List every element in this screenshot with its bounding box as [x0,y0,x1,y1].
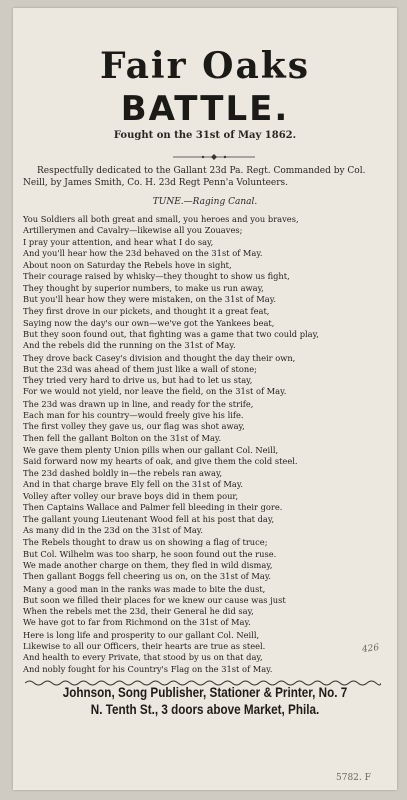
verse-line: And in that charge brave Ely fell on the 31st of May. [23,478,244,489]
stanza [23,260,391,305]
verse-line: And health to every Private, that stood by us on that day, [23,652,263,663]
verse-line: But the 23d was ahead of them just like a wall of stone; [23,363,257,374]
publisher-imprint [40,684,370,718]
stanza [23,537,391,582]
stanza [23,491,391,536]
verse-line: I pray your attention, and hear what I do say, [23,236,214,247]
verse-line: They drove back Casey's division and thought the day their own, [23,352,296,363]
imprint-line-1: Johnson, Song Publisher, Stationer & Printer, No. 7 [62,685,348,700]
verse-line: Then gallant Boggs fell cheering us on, on the 31st of May. [23,571,272,582]
verse-line: And you'll hear how the 23d behaved on the 31st of May. [23,247,263,258]
stanza [23,584,391,629]
verse-line: For we would not yield, nor leave the field, on the 31st of May. [23,386,287,397]
verse-line: Artillerymen and Cavalry—likewise all you Zouaves; [23,225,243,236]
stanza [23,353,391,398]
title-line-1: Fair Oaks [100,45,310,87]
verse-line: Saying now the day's our own—we've got the Yankees beat, [23,317,275,328]
subtitle: Fought on the 31st of May 1862. [113,130,297,141]
verse-line: When the rebels met the 23d, their General he did say, [23,606,254,617]
verse-line: Volley after volley our brave boys did in them pour, [23,491,239,502]
verse-line: Then Captains Wallace and Palmer fell bleeding in their gore. [23,502,283,513]
dedication: Respectfully dedicated to the Gallant 23d Pa. Regt. Commanded by Col. Neill, by James Smith, Co. H. 23d Regt Penn'a Volunteers. [23,166,366,188]
verse-line: But they soon found out, that fighting was a game that two could play, [23,328,319,339]
stanza [23,630,391,675]
verse-line: As many did in the 23d on the 31st of May. [23,525,204,536]
verse-line: Then fell the gallant Bolton on the 31st of May. [23,432,222,443]
wavy-rule [25,672,381,680]
verse-line: They first drove in our pickets, and thought it a great feat, [23,306,270,317]
verse-line: The 23d dashed boldly in—the rebels ran away, [23,467,223,478]
verse-line: Likewise to all our Officers, their hearts are true as steel. [23,640,266,651]
verses [23,214,391,676]
verse-line: Here is long life and prosperity to our gallant Col. Neill, [23,629,260,640]
title-line-2: BATTLE. [120,89,290,129]
verse-line: We gave them plenty Union pills when our gallant Col. Neill, [23,444,279,455]
catalog-mark: 5782. F [336,773,371,783]
verse-line: You Soldiers all both great and small, you heroes and you braves, [23,214,299,224]
verse-line: About noon on Saturday the Rebels hove in sight, [23,260,232,271]
stanza [23,399,391,444]
verse-line: But you'll hear how they were mistaken, on the 31st of May. [23,294,276,305]
verse-line: They thought by superior numbers, to make us run away, [23,282,264,293]
ornamental-rule [173,154,255,160]
verse-line: But Col. Wilhelm was too sharp, he soon found out the ruse. [23,548,277,559]
verse-line: The gallant young Lieutenant Wood fell at his post that day, [23,513,275,524]
broadside-sheet [13,8,397,790]
verse-line: We have got to far from Richmond on the 31st of May. [23,617,251,628]
stanza [23,306,391,351]
stanza [23,214,391,259]
verse-line: We made another charge on them, they fled in wild dismay, [23,559,273,570]
imprint-line-2: N. Tenth St., 3 doors above Market, Phila. [90,702,320,717]
verse-line: And nobly fought for his Country's Flag on the 31st of May. [23,663,273,674]
verse-line: Each man for his country—would freely give his life. [23,410,244,421]
verse-line: And the rebels did the running on the 31st of May. [23,340,236,351]
tune: TUNE.—Raging Canal. [152,197,258,207]
pencil-note: 426 [361,642,380,656]
verse-line: Many a good man in the ranks was made to bite the dust, [23,583,266,594]
verse-line: The Rebels thought to draw us on showing a flag of truce; [23,537,268,548]
verse-line: They tried very hard to drive us, but had to let us stay, [23,375,253,386]
verse-line: The 23d was drawn up in line, and ready for the strife, [23,398,254,409]
verse-line: Their courage raised by whisky—they thought to show us fight, [23,271,290,282]
verse-line: But soon we filled their places for we knew our cause was just [23,594,286,605]
verse-line: Said forward now my hearts of oak, and give them the cold steel. [23,456,298,467]
stanza [23,445,391,490]
verse-line: The first volley they gave us, our flag was shot away, [23,421,245,432]
